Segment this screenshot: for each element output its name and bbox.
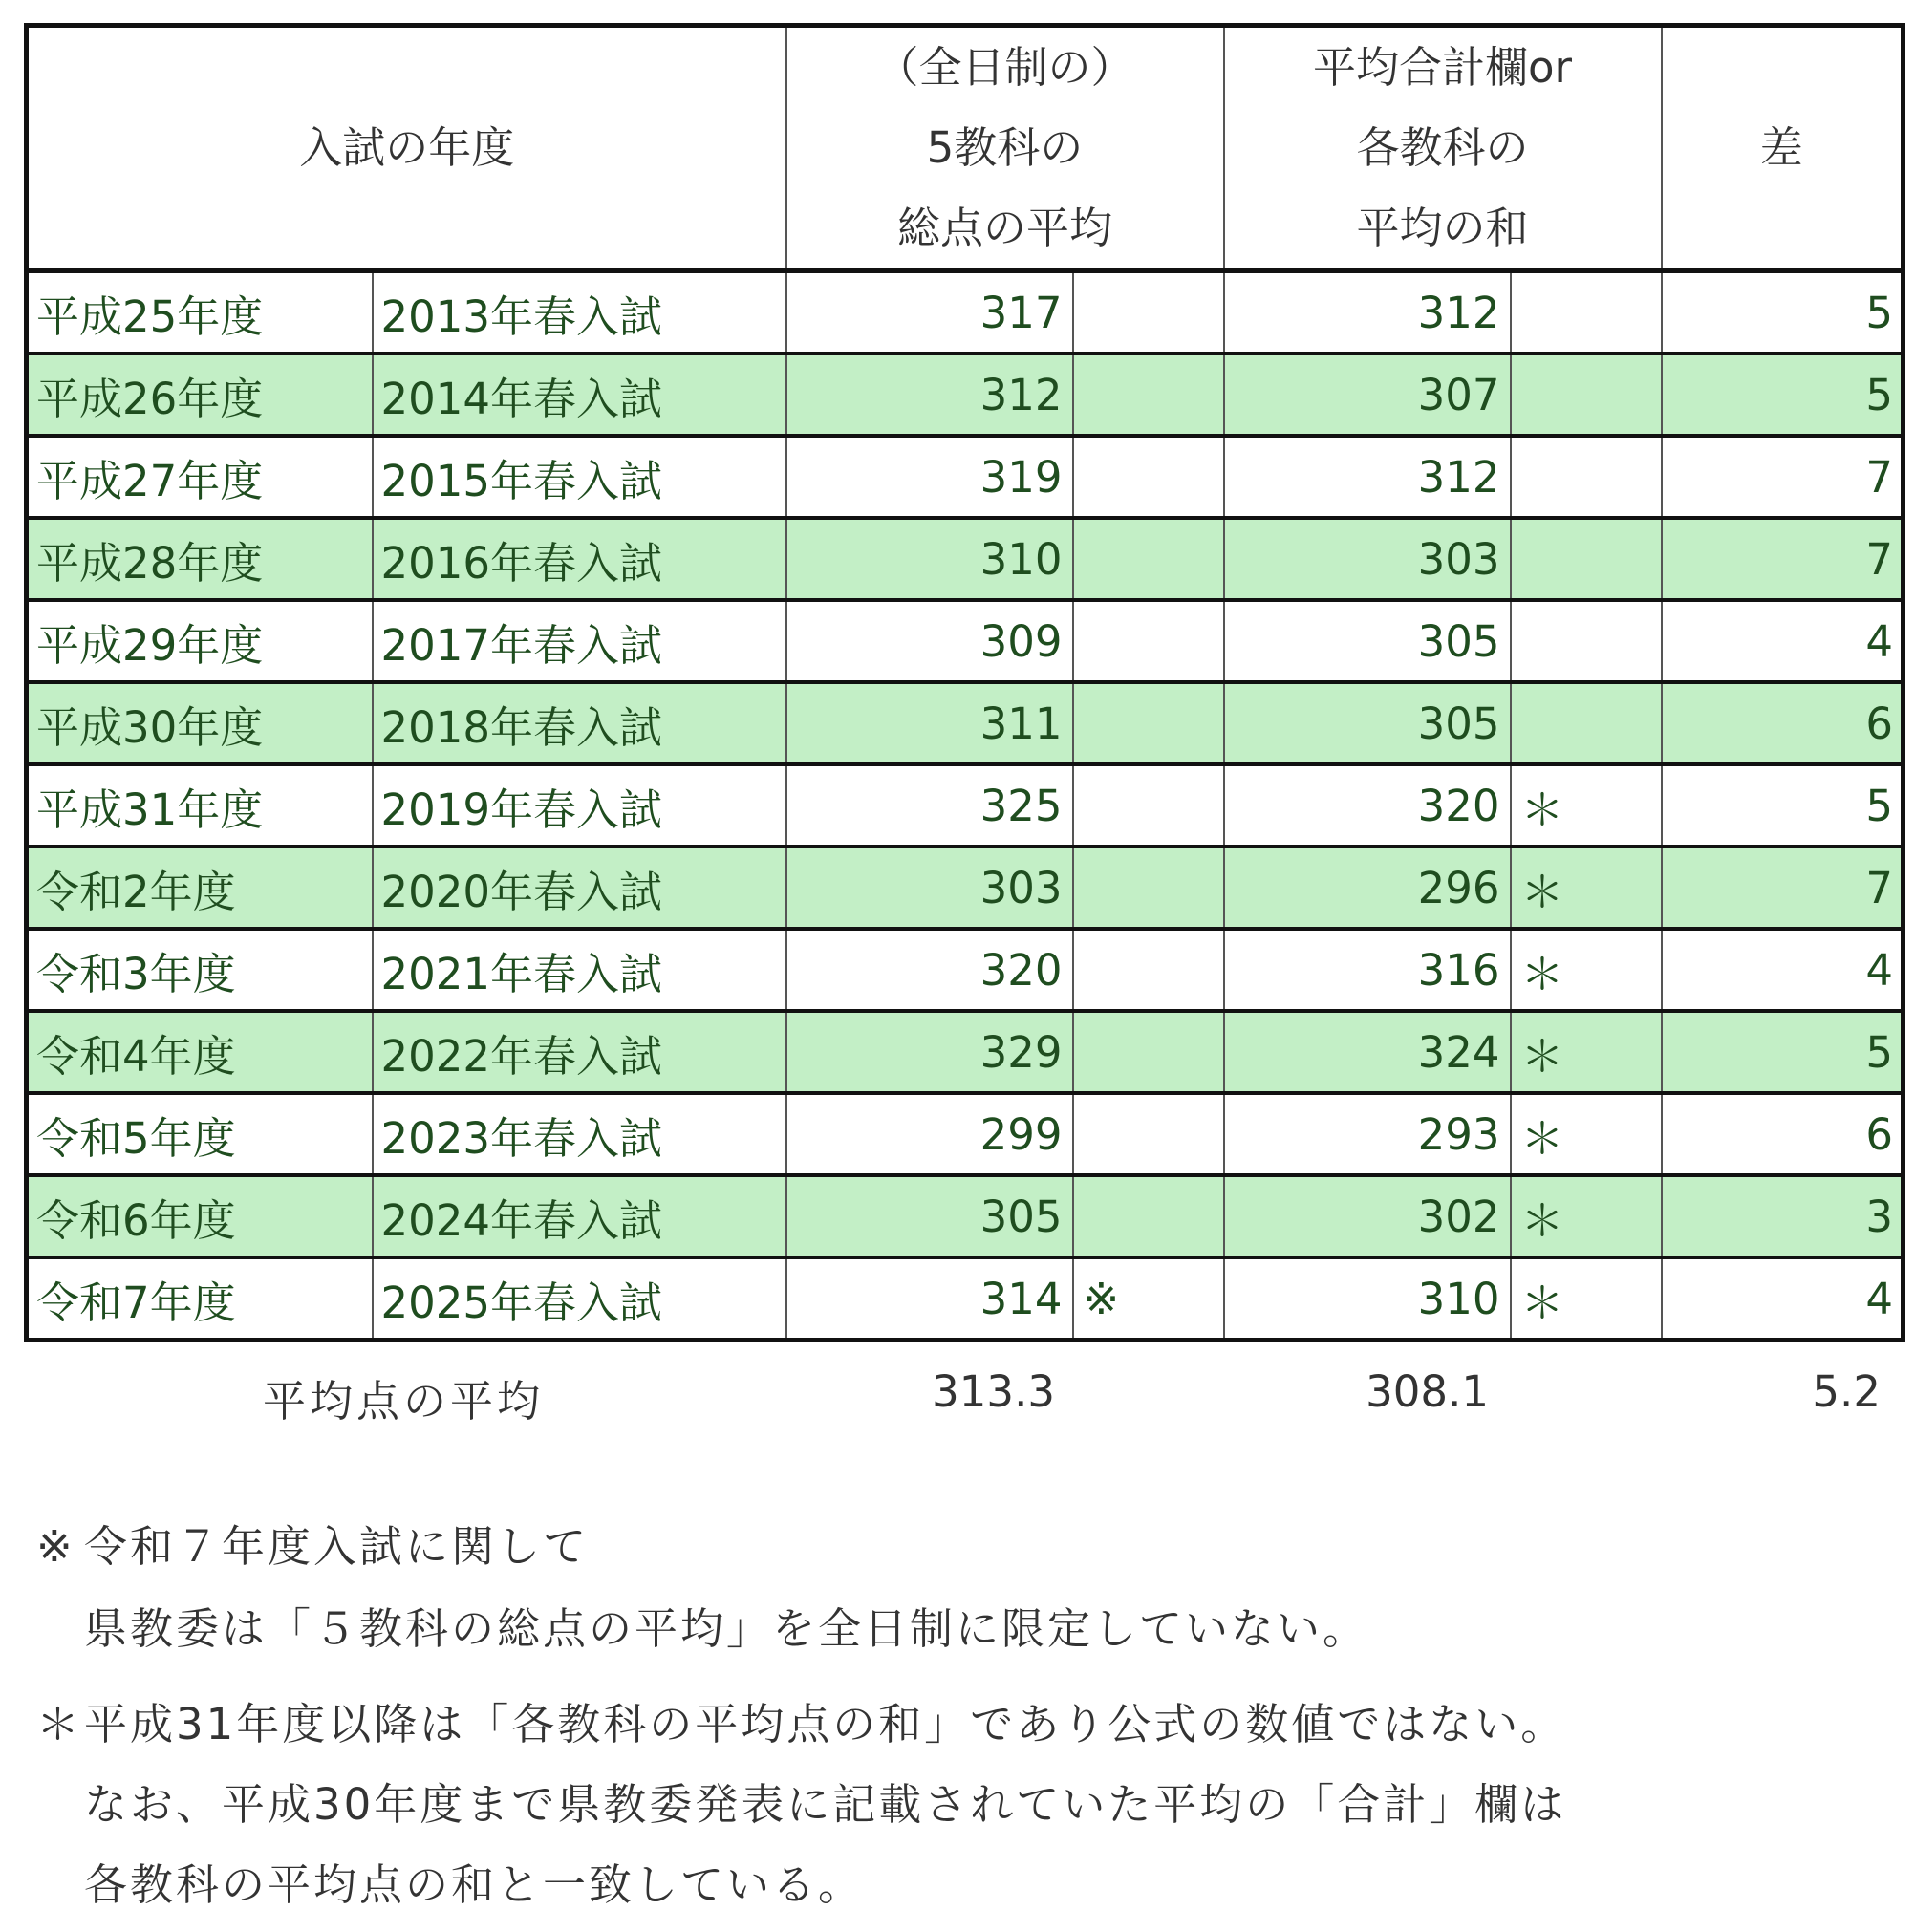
cell-total: 305 — [786, 1175, 1073, 1257]
note-1-mark: ※ — [36, 1521, 75, 1572]
cell-diff: 7 — [1662, 518, 1904, 600]
cell-era: 令和6年度 — [27, 1175, 373, 1257]
cell-sum: 307 — [1224, 354, 1511, 436]
cell-era: 平成27年度 — [27, 436, 373, 518]
cell-sum-mark: ＊ — [1511, 1011, 1662, 1093]
cell-sum-mark — [1511, 518, 1662, 600]
cell-sum: 312 — [1224, 271, 1511, 354]
cell-sum: 320 — [1224, 764, 1511, 847]
cell-era: 平成28年度 — [27, 518, 373, 600]
average-row — [0, 1366, 1915, 1433]
cell-diff: 5 — [1662, 271, 1904, 354]
scores-table — [24, 23, 1905, 1342]
header-sum-line3: 平均の和 — [1356, 203, 1529, 253]
cell-total: 329 — [786, 1011, 1073, 1093]
note-2-line3: 各教科の平均点の和と一致している。 — [84, 1859, 865, 1910]
cell-sum-mark — [1511, 600, 1662, 682]
cell-sum-mark: ＊ — [1511, 764, 1662, 847]
cell-era: 令和3年度 — [27, 929, 373, 1011]
cell-diff: 4 — [1662, 1257, 1904, 1341]
cell-year: 2019年春入試 — [373, 764, 786, 847]
header-sum-line1: 平均合計欄or — [1312, 42, 1573, 93]
table-row — [27, 600, 1904, 682]
cell-era: 平成25年度 — [27, 271, 373, 354]
cell-era: 令和4年度 — [27, 1011, 373, 1093]
table-row — [27, 271, 1904, 354]
cell-sum-mark — [1511, 682, 1662, 764]
table-row — [27, 682, 1904, 764]
header-year: 入試の年度 — [27, 26, 786, 271]
cell-sum: 305 — [1224, 682, 1511, 764]
note-2-line1: ＊平成31年度以降は「各教科の平均点の和」であり公式の数値ではない。 — [36, 1689, 1566, 1751]
cell-era: 平成29年度 — [27, 600, 373, 682]
cell-era: 令和2年度 — [27, 847, 373, 929]
cell-diff: 4 — [1662, 929, 1904, 1011]
header-total — [786, 26, 1224, 271]
cell-year: 2023年春入試 — [373, 1093, 786, 1175]
table-row — [27, 518, 1904, 600]
table-row — [27, 929, 1904, 1011]
cell-total: 311 — [786, 682, 1073, 764]
cell-year: 2025年春入試 — [373, 1257, 786, 1341]
cell-sum-mark — [1511, 271, 1662, 354]
table-row — [27, 436, 1904, 518]
cell-sum: 310 — [1224, 1257, 1511, 1341]
cell-diff: 7 — [1662, 847, 1904, 929]
average-sum: 308.1 — [1366, 1366, 1489, 1417]
cell-total-mark — [1073, 764, 1224, 847]
cell-year: 2013年春入試 — [373, 271, 786, 354]
cell-era: 平成30年度 — [27, 682, 373, 764]
cell-year: 2017年春入試 — [373, 600, 786, 682]
cell-sum-mark: ＊ — [1511, 1257, 1662, 1341]
table-row — [27, 847, 1904, 929]
cell-total: 303 — [786, 847, 1073, 929]
cell-total-mark — [1073, 847, 1224, 929]
cell-sum-mark: ＊ — [1511, 1093, 1662, 1175]
cell-sum-mark: ＊ — [1511, 847, 1662, 929]
cell-year: 2022年春入試 — [373, 1011, 786, 1093]
cell-sum-mark — [1511, 354, 1662, 436]
cell-total: 320 — [786, 929, 1073, 1011]
cell-era: 令和5年度 — [27, 1093, 373, 1175]
cell-total-mark — [1073, 1175, 1224, 1257]
cell-diff: 3 — [1662, 1175, 1904, 1257]
cell-total-mark: ※ — [1073, 1257, 1224, 1341]
cell-total: 309 — [786, 600, 1073, 682]
cell-total: 312 — [786, 354, 1073, 436]
table-row — [27, 354, 1904, 436]
cell-sum: 312 — [1224, 436, 1511, 518]
cell-diff: 7 — [1662, 436, 1904, 518]
cell-diff: 5 — [1662, 1011, 1904, 1093]
cell-total: 310 — [786, 518, 1073, 600]
header-sum-line2: 各教科の — [1356, 122, 1529, 173]
header-total-line2: 5教科の — [926, 122, 1084, 173]
cell-year: 2020年春入試 — [373, 847, 786, 929]
cell-total-mark — [1073, 518, 1224, 600]
cell-year: 2014年春入試 — [373, 354, 786, 436]
cell-total: 299 — [786, 1093, 1073, 1175]
cell-year: 2015年春入試 — [373, 436, 786, 518]
cell-sum: 324 — [1224, 1011, 1511, 1093]
cell-sum: 293 — [1224, 1093, 1511, 1175]
cell-sum: 305 — [1224, 600, 1511, 682]
cell-total-mark — [1073, 600, 1224, 682]
table-row — [27, 1093, 1904, 1175]
cell-total: 317 — [786, 271, 1073, 354]
cell-diff: 4 — [1662, 600, 1904, 682]
cell-era: 令和7年度 — [27, 1257, 373, 1341]
cell-total-mark — [1073, 271, 1224, 354]
note-1-line1: ※ 令和７年度入試に関して — [36, 1521, 590, 1572]
table-row — [27, 764, 1904, 847]
cell-sum: 296 — [1224, 847, 1511, 929]
cell-diff: 6 — [1662, 1093, 1904, 1175]
cell-year: 2024年春入試 — [373, 1175, 786, 1257]
cell-sum: 316 — [1224, 929, 1511, 1011]
cell-sum-mark: ＊ — [1511, 929, 1662, 1011]
cell-era: 平成26年度 — [27, 354, 373, 436]
header-diff: 差 — [1662, 26, 1904, 271]
cell-era: 平成31年度 — [27, 764, 373, 847]
cell-diff: 6 — [1662, 682, 1904, 764]
cell-total: 314 — [786, 1257, 1073, 1341]
note-2-mark: ＊ — [36, 1699, 83, 1750]
cell-year: 2018年春入試 — [373, 682, 786, 764]
average-total: 313.3 — [932, 1366, 1055, 1417]
cell-sum: 303 — [1224, 518, 1511, 600]
cell-total-mark — [1073, 436, 1224, 518]
cell-total-mark — [1073, 1011, 1224, 1093]
cell-year: 2021年春入試 — [373, 929, 786, 1011]
cell-total-mark — [1073, 929, 1224, 1011]
cell-total: 319 — [786, 436, 1073, 518]
cell-diff: 5 — [1662, 764, 1904, 847]
note-1-line2: 県教委は「５教科の総点の平均」を全日制に限定していない。 — [84, 1603, 1369, 1654]
header-sum — [1224, 26, 1662, 271]
table-row — [27, 1011, 1904, 1093]
cell-year: 2016年春入試 — [373, 518, 786, 600]
cell-sum-mark: ＊ — [1511, 1175, 1662, 1257]
cell-total-mark — [1073, 682, 1224, 764]
table-row — [27, 1175, 1904, 1257]
header-total-line1: （全日制の） — [875, 42, 1134, 93]
note-2-line2: なお、平成30年度まで県教委発表に記載されていた平均の「合計」欄は — [84, 1779, 1567, 1830]
cell-sum: 302 — [1224, 1175, 1511, 1257]
cell-sum-mark — [1511, 436, 1662, 518]
average-label: 平均点の平均 — [263, 1376, 545, 1427]
cell-total-mark — [1073, 354, 1224, 436]
cell-diff: 5 — [1662, 354, 1904, 436]
cell-total-mark — [1073, 1093, 1224, 1175]
average-diff: 5.2 — [1812, 1366, 1881, 1417]
table-row — [27, 1257, 1904, 1341]
cell-total: 325 — [786, 764, 1073, 847]
header-total-line3: 総点の平均 — [896, 203, 1112, 253]
header-row — [27, 26, 1904, 271]
